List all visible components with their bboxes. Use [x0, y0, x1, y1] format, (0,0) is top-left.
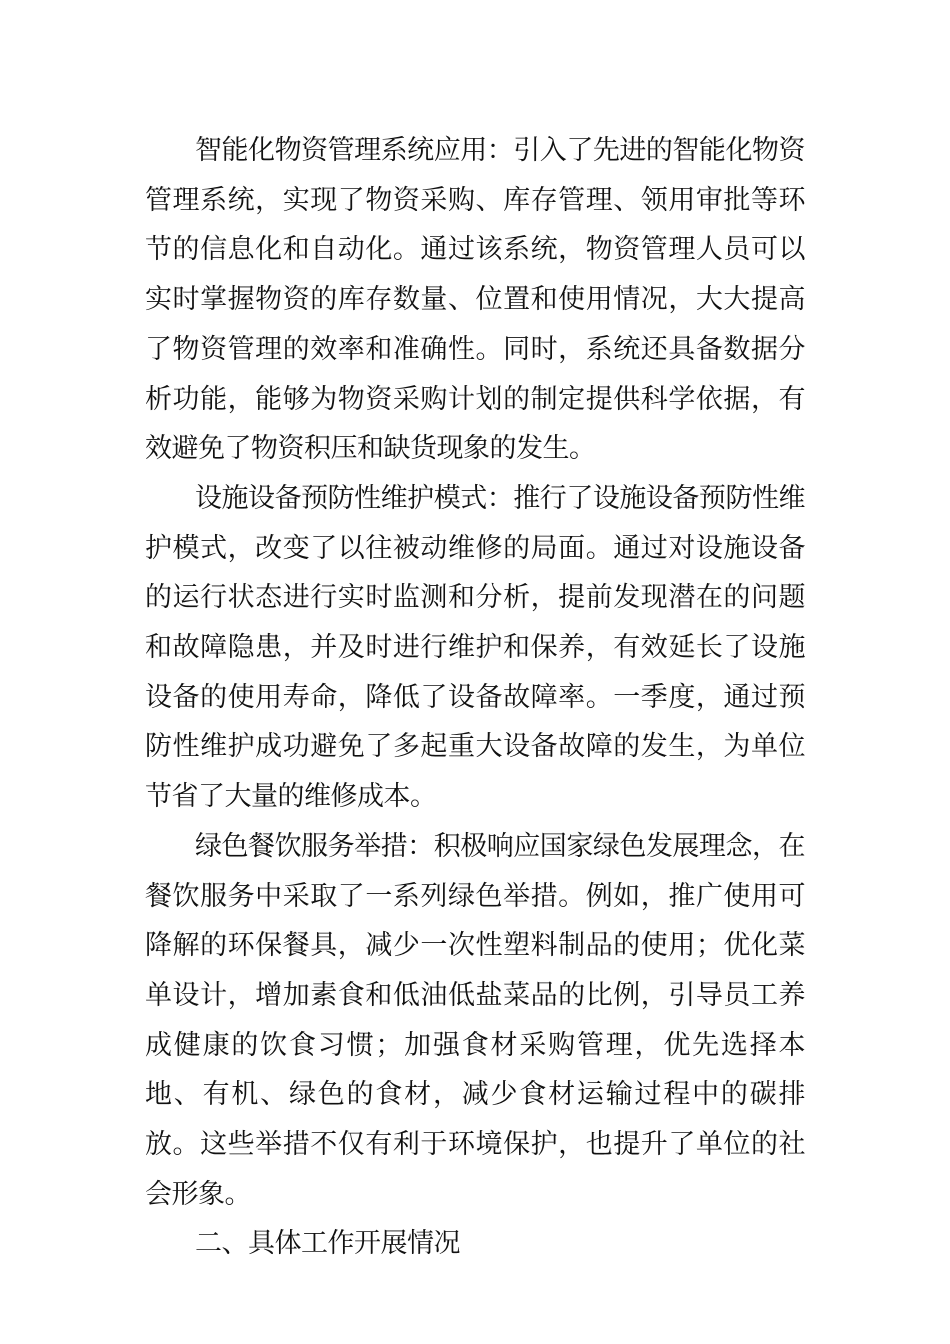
paragraph-green-catering: 绿色餐饮服务举措：积极响应国家绿色发展理念，在餐饮服务中采取了一系列绿色举措。例如，推广使用可降解的环保餐具，减少一次性塑料制品的使用；优化菜单设计，增加素食和低油低盐菜品的比例，引导员工养成健康的饮食习惯；加强食材采购管理，优先选择本地、有机、绿色的食材，减少食材运输过程中的碳排放。这些举措不仅有利于环境保护，也提升了单位的社会形象。	[145, 830, 805, 1210]
document-body	[145, 126, 805, 1269]
paragraph-smart-materials-system: 智能化物资管理系统应用：引入了先进的智能化物资管理系统，实现了物资采购、库存管理、领用审批等环节的信息化和自动化。通过该系统，物资管理人员可以实时掌握物资的库存数量、位置和使用情况，大大提高了物资管理的效率和准确性。同时，系统还具备数据分析功能，能够为物资采购计划的制定提供科学依据，有效避免了物资积压和缺货现象的发生。	[145, 135, 805, 465]
paragraph-preventive-maintenance: 设施设备预防性维护模式：推行了设施设备预防性维护模式，改变了以往被动维修的局面。通过对设施设备的运行状态进行实时监测和分析，提前发现潜在的问题和故障隐患，并及时进行维护和保养，有效延长了设施设备的使用寿命，降低了设备故障率。一季度，通过预防性维护成功避免了多起重大设备故障的发生，为单位节省了大量的维修成本。	[145, 482, 805, 813]
section-heading: 二、具体工作开展情况	[195, 1228, 460, 1260]
